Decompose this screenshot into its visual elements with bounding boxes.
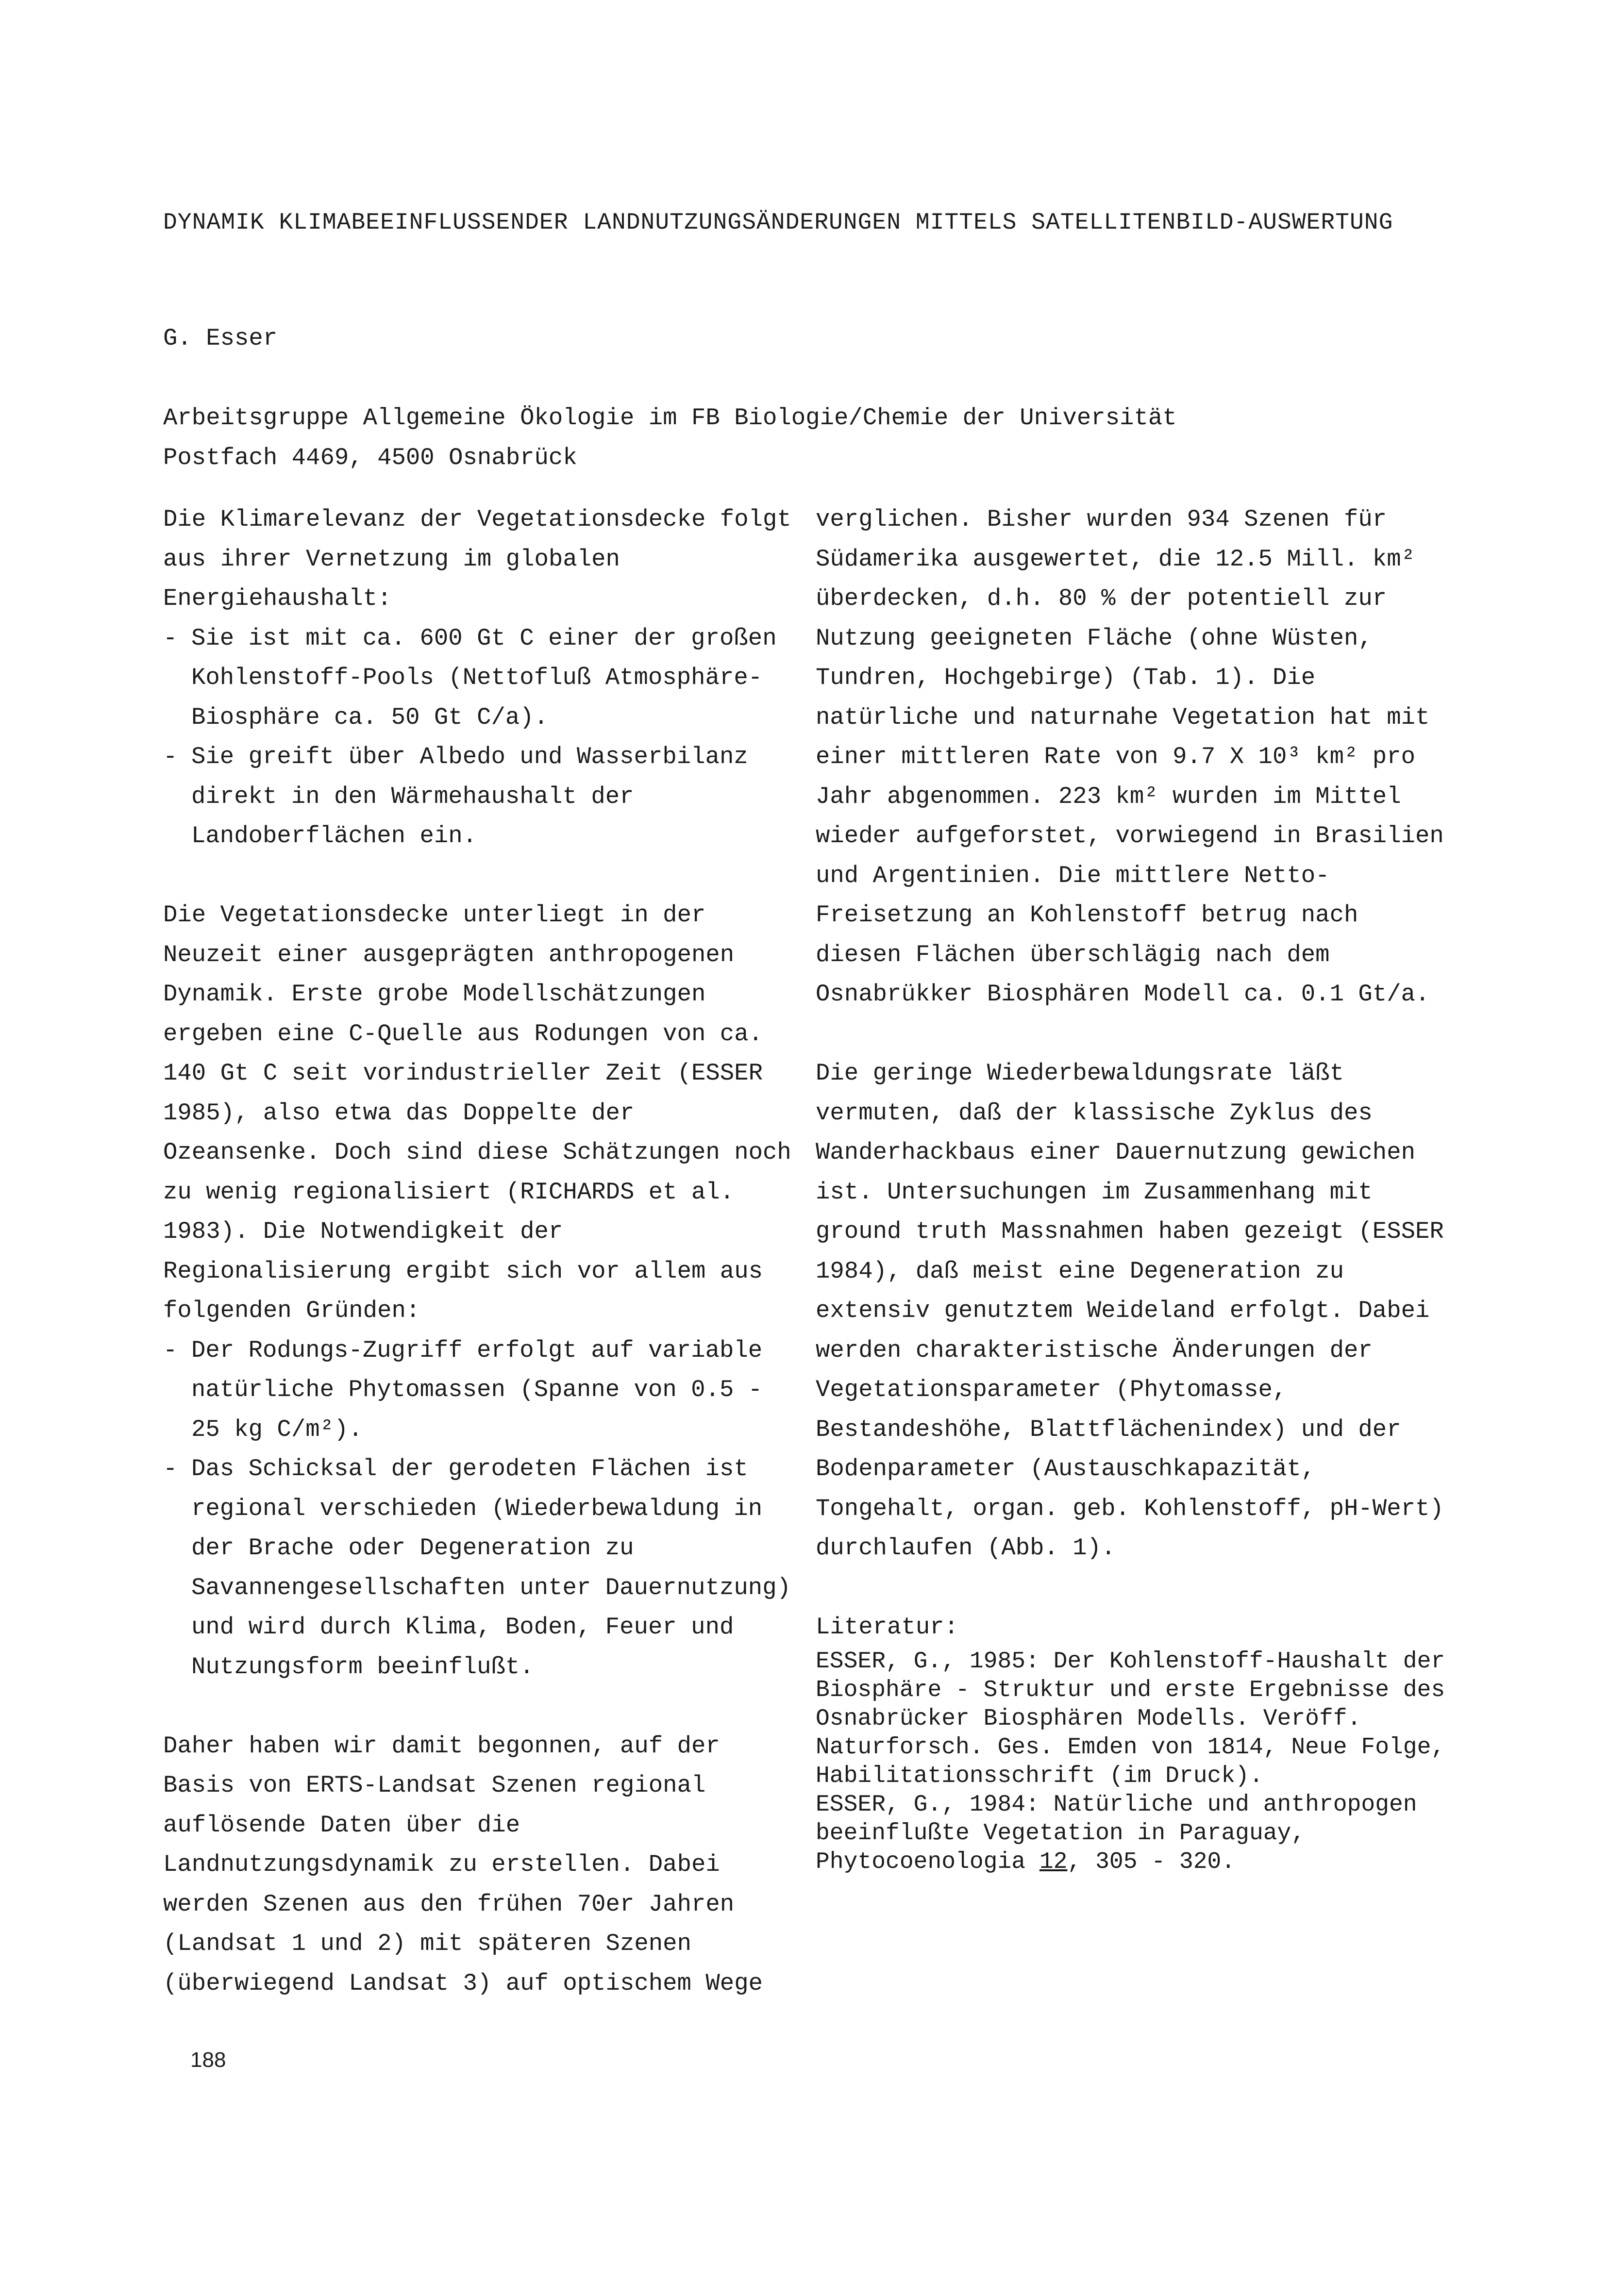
reference-text: ESSER, G., 1984: Natürliche und anthropogen beeinflußte Vegetation in Paraguay, Phytocoenologia [816, 1791, 1417, 1875]
affiliation-line-1: Arbeitsgruppe Allgemeine Ökologie im FB Biologie/Chemie der Universität [163, 404, 1177, 432]
list-item: - Das Schicksal der gerodeten Flächen ist regional verschieden (Wiederbewaldung in der Brache oder Degeneration zu Savannengesellschaften unter Dauernutzung) und wird durch Klima, Boden, Feuer und Nutzungsform beeinflußt. [163, 1449, 794, 1687]
page-number: 188 [190, 2048, 226, 2072]
right-column [816, 500, 1457, 1877]
paragraph-dynamics: Die Vegetationsdecke unterliegt in der Neuzeit einer ausgeprägten anthropogenen Dynamik. Erste grobe Modellschätzungen ergeben eine C-Quelle aus Rodungen von ca. 140 Gt C seit vorindustrieller Zeit (ESSER 1985), also etwa das Doppelte der Ozeansenke. Doch sind diese Schätzungen noch zu wenig regionalisiert (RICHARDS et al. 1983). Die Notwendigkeit der Regionalisierung ergibt sich vor allem aus folgenden Gründen: [163, 901, 791, 1324]
affiliation [163, 398, 1474, 478]
author-name: G. Esser [163, 325, 278, 352]
bullet-list-1 [163, 619, 794, 856]
paragraph-gap [163, 1687, 794, 1727]
bullet-list-2 [163, 1331, 794, 1687]
paragraph-intro: Die Klimarelevanz der Vegetationsdecke folgt aus ihrer Vernetzung im globalen Energiehaushalt: [163, 506, 791, 612]
left-column [163, 500, 794, 2003]
paragraph-gap [816, 1015, 1457, 1054]
affiliation-line-2: Postfach 4469, 4500 Osnabrück [163, 444, 577, 471]
paragraph-gap [816, 1568, 1457, 1608]
list-item: - Der Rodungs-Zugriff erfolgt auf variable natürliche Phytomassen (Spanne von 0.5 - 25 kg C/m²). [163, 1331, 794, 1450]
paragraph-method: Daher haben wir damit begonnen, auf der Basis von ERTS-Landsat Szenen regional auflösende Daten über die Landnutzungsdynamik zu erstellen. Dabei werden Szenen aus den frühen 70er Jahren (Landsat 1 und 2) mit späteren Szenen (überwiegend Landsat 3) auf optischem Wege [163, 1732, 763, 1997]
list-item: - Sie greift über Albedo und Wasserbilanz direkt in den Wärmehaushalt der Landoberflächen ein. [163, 737, 794, 856]
reference-volume: 12 [1039, 1848, 1068, 1875]
reference-pages: , 305 - 320. [1067, 1848, 1236, 1875]
paragraph-gap [163, 856, 794, 896]
reference-entry: ESSER, G., 1985: Der Kohlenstoff-Haushalt der Biosphäre - Struktur und erste Ergebnisse des Osnabrücker Biosphären Modells. Veröff. Naturforsch. Ges. Emden von 1814, Neue Folge, Habilitationsschrift (im Druck). [816, 1648, 1445, 1789]
paragraph-results: verglichen. Bisher wurden 934 Szenen für Südamerika ausgewertet, die 12.5 Mill. km² überdecken, d.h. 80 % der potentiell zur Nutzung geeigneten Fläche (ohne Wüsten, Tundren, Hochgebirge) (Tab. 1). Die natürliche und naturnahe Vegetation hat mit einer mittleren Rate von 9.7 X 10³ km² pro Jahr abgenommen. 223 km² wurden im Mittel wieder aufgeforstet, vorwiegend in Brasilien und Argentinien. Die mittlere Netto-Freisetzung an Kohlenstoff betrug nach diesen Flächen überschlägig nach dem Osnabrükker Biosphären Modell ca. 0.1 Gt/a. [816, 506, 1444, 1008]
reference-entry [816, 1791, 1457, 1877]
paper-title: DYNAMIK KLIMABEEINFLUSSENDER LANDNUTZUNGSÄNDERUNGEN MITTELS SATELLITENBILD-AUSWERTUNG [163, 210, 1393, 236]
paragraph-degeneration: Die geringe Wiederbewaldungsrate läßt vermuten, daß der klassische Zyklus des Wanderhackbaus einer Dauernutzung gewichen ist. Untersuchungen im Zusammenhang mit ground truth Massnahmen haben gezeigt (ESSER 1984), daß meist eine Degeneration zu extensiv genutztem Weideland erfolgt. Dabei werden charakteristische Änderungen der Vegetationsparameter (Phytomasse, Bestandeshöhe, Blattflächenindex) und der Bodenparameter (Austauschkapazität, Tongehalt, organ. geb. Kohlenstoff, pH-Wert) durchlaufen (Abb. 1). [816, 1060, 1444, 1562]
list-item: - Sie ist mit ca. 600 Gt C einer der großen Kohlenstoff-Pools (Nettofluß Atmosphäre-Biosphäre ca. 50 Gt C/a). [163, 619, 794, 738]
references-heading: Literatur: [816, 1614, 959, 1641]
